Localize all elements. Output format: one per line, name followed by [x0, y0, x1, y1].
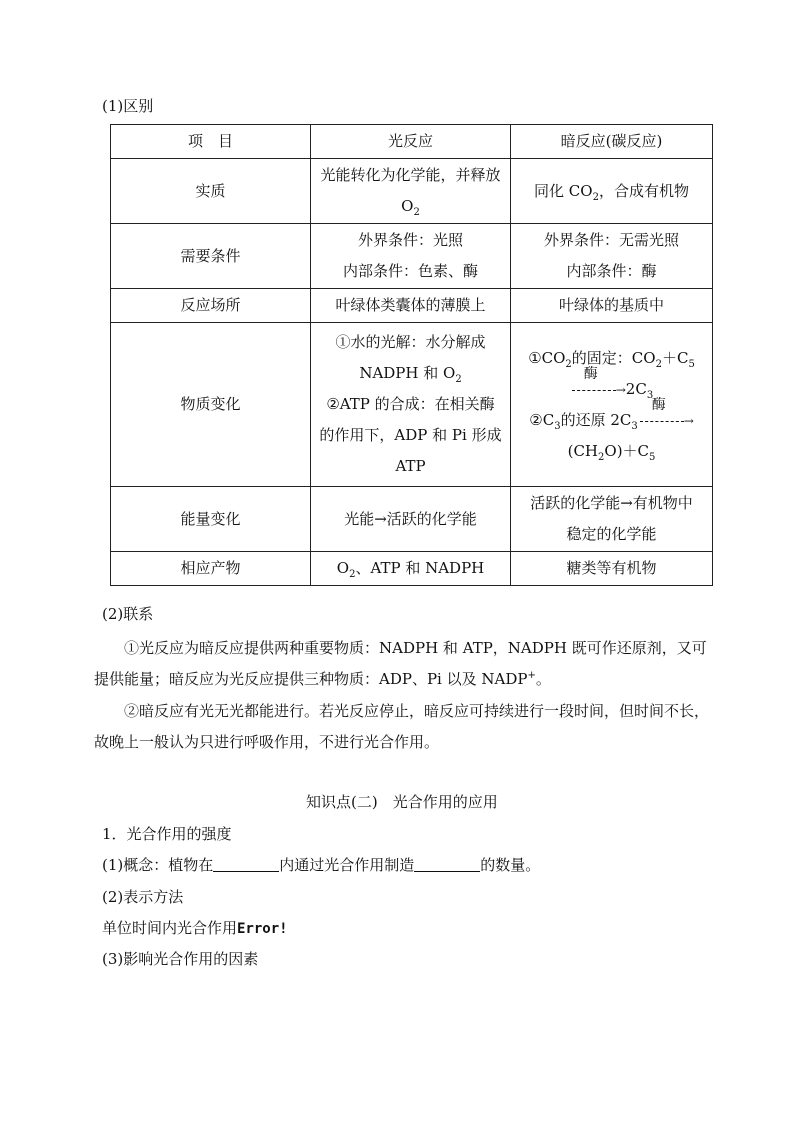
section-label-relation: (2)联系 — [102, 605, 154, 623]
table-row-matter — [111, 323, 713, 487]
essence-light: 光能转化为化学能，并释放 $O_2$ — [311, 159, 511, 224]
section-label-distinction: (1)区别 — [102, 97, 154, 115]
header-light-reaction: 光反应 — [311, 125, 511, 159]
row-name: 反应场所 — [111, 289, 311, 323]
table-row-site — [111, 289, 713, 323]
table-header-row — [111, 125, 713, 159]
row-name: 相应产物 — [111, 552, 311, 586]
table-row-products — [111, 552, 713, 586]
relation-paragraph-2: ②暗反应有光无光都能进行。若光反应停止，暗反应可持续进行一段时间，但时间不长，故晚上一般认为只进行呼吸作用，不进行光合作用。 — [94, 702, 710, 751]
method-label: (2)表示方法 — [102, 888, 184, 906]
table-row-essence — [111, 159, 713, 224]
row-name: 物质变化 — [111, 323, 311, 487]
row-name: 需要条件 — [111, 224, 311, 289]
site-light: 叶绿体类囊体的薄膜上 — [311, 289, 511, 323]
matter-light: ①水的光解：水分解成 NADPH 和 $O_2$ ②ATP 的合成：在相关酶 的作用下，ADP 和 Pi 形成 ATP — [311, 323, 511, 487]
header-dark-reaction: 暗反应(碳反应) — [511, 125, 713, 159]
enzyme-arrow-icon: 酶 → — [570, 381, 626, 399]
row-name: 实质 — [111, 159, 311, 224]
knowledge-point-title: 知识点(二) 光合作用的应用 — [306, 793, 498, 811]
essence-dark: 同化 $CO_2$，合成有机物 — [511, 159, 713, 224]
products-light: $O_2$、ATP 和 NADPH — [311, 552, 511, 586]
unit-line: 单位时间内光合作用Error! — [102, 919, 288, 937]
table-row-conditions — [111, 224, 713, 289]
enzyme-arrow-icon: 酶 → — [638, 412, 694, 430]
energy-light: 光能→活跃的化学能 — [311, 487, 511, 552]
fill-blank[interactable] — [414, 855, 480, 872]
fill-blank[interactable] — [213, 855, 279, 872]
error-text: Error! — [237, 921, 288, 937]
relation-paragraph-1: ①光反应为暗反应提供两种重要物质：NADPH 和 ATP，NADPH 既可作还原剂，又可提供能量；暗反应为光反应提供三种物质：ADP、Pi 以及 NADP+。 — [94, 639, 707, 688]
comparison-table — [110, 124, 713, 586]
energy-dark: 活跃的化学能→有机物中 稳定的化学能 — [511, 487, 713, 552]
table-row-energy — [111, 487, 713, 552]
header-item: 项 目 — [111, 125, 311, 159]
conditions-light: 外界条件：光照 内部条件：色素、酶 — [311, 224, 511, 289]
products-dark: 糖类等有机物 — [511, 552, 713, 586]
site-dark: 叶绿体的基质中 — [511, 289, 713, 323]
conditions-dark: 外界条件：无需光照 内部条件：酶 — [511, 224, 713, 289]
concept-line: (1)概念：植物在 内通过光合作用制造 的数量。 — [102, 856, 541, 874]
matter-dark: $①CO_2$的固定：$CO_2+C_5$ 酶 → $2C_3$ $②C_3$的还原 $2C_3$ 酶 → $(CH_2O)+C_5$ — [511, 323, 713, 487]
factors-label: (3)影响光合作用的因素 — [102, 950, 259, 968]
heading-photosynthesis-intensity: 1．光合作用的强度 — [102, 825, 232, 843]
row-name: 能量变化 — [111, 487, 311, 552]
